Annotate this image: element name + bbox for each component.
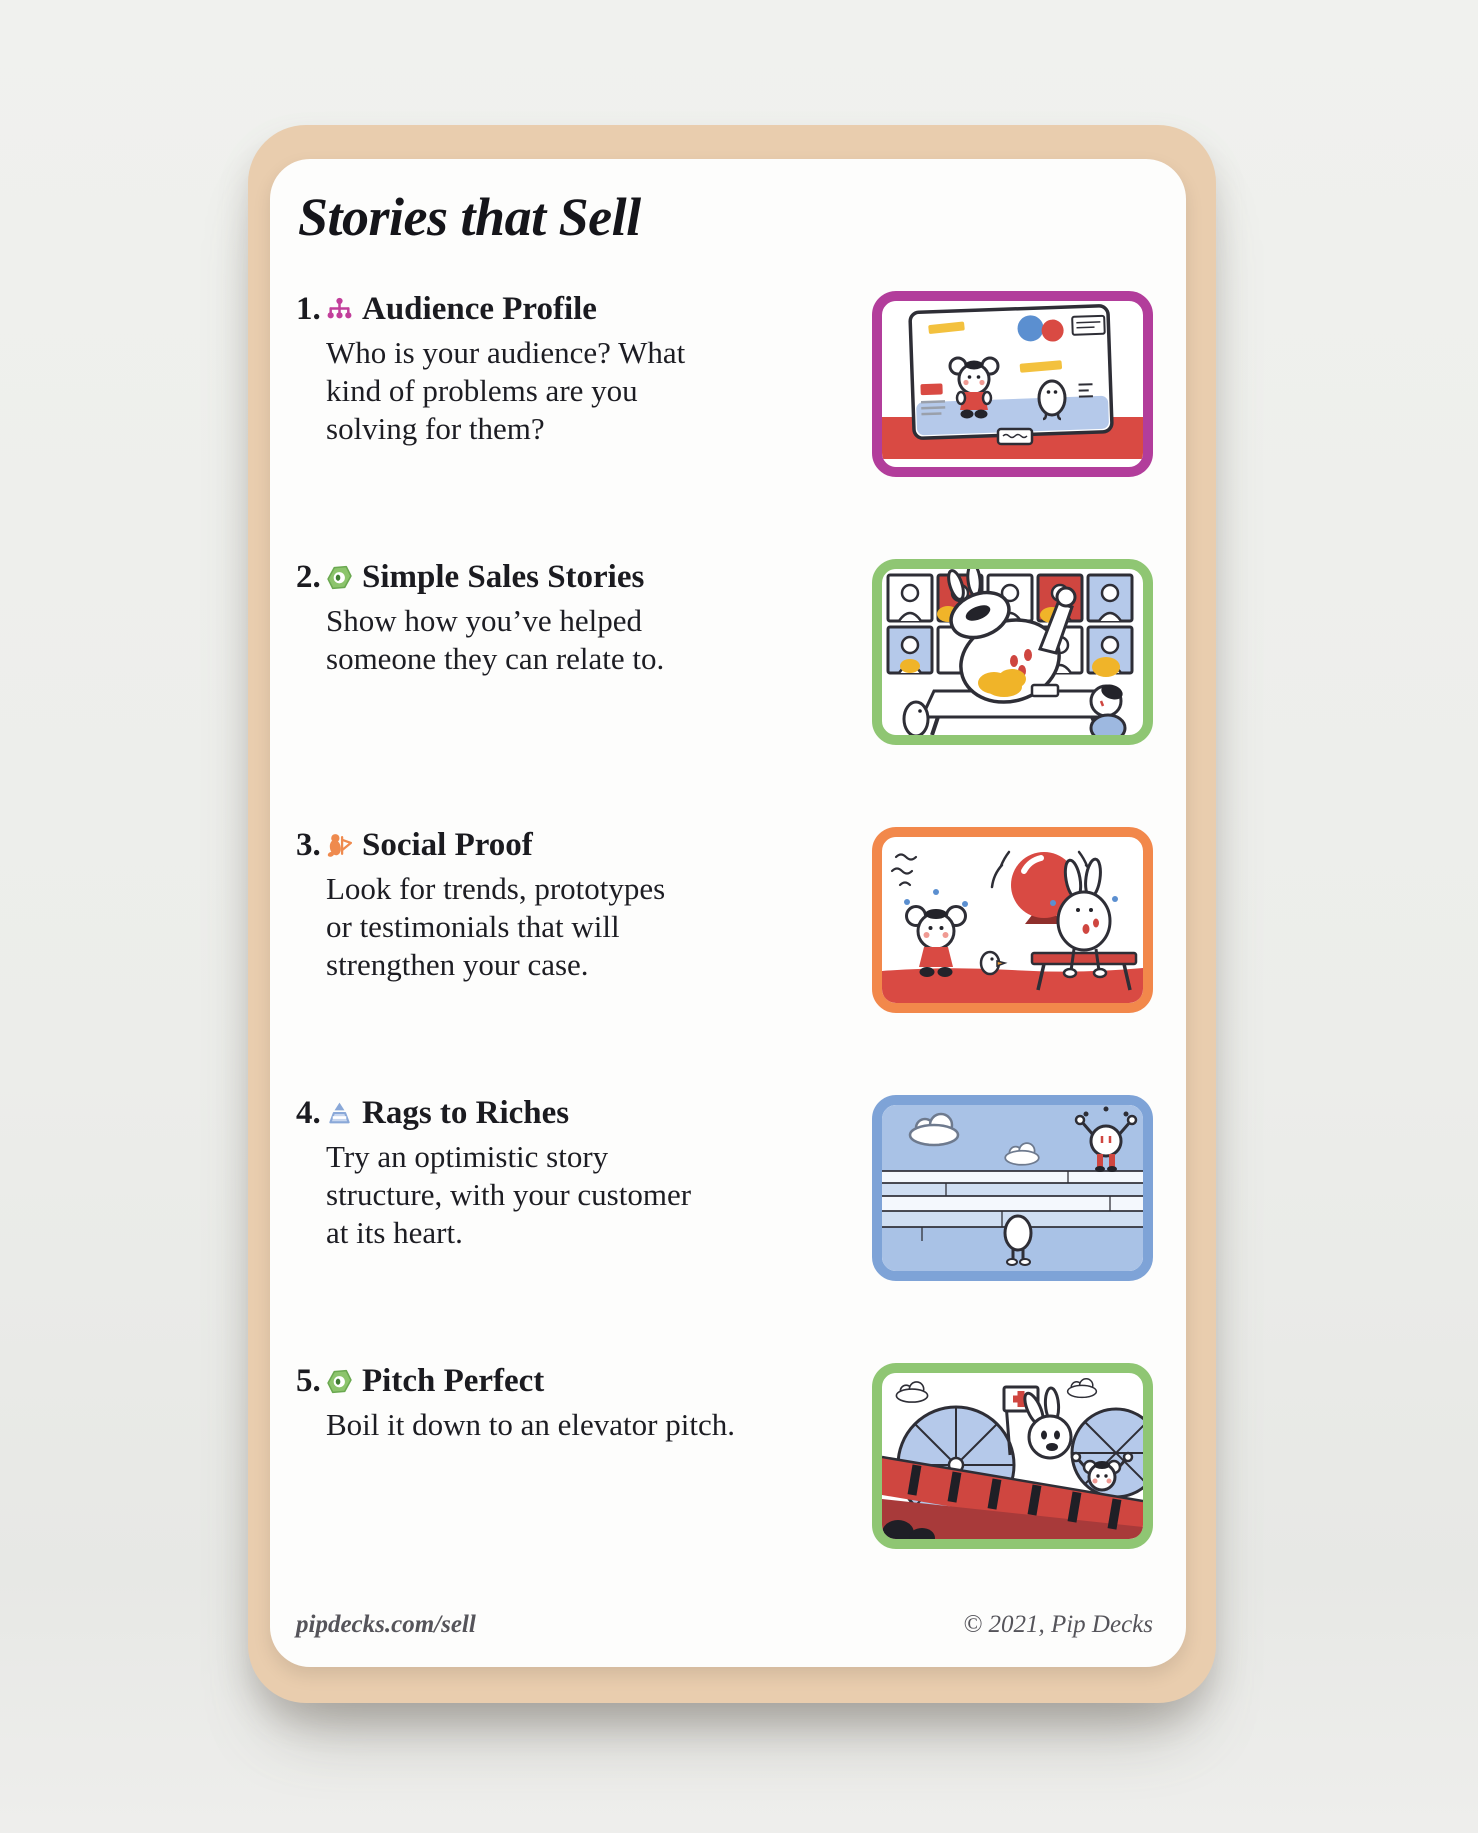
description-line: solving for them? — [326, 411, 545, 447]
description-line: structure, with your customer — [326, 1177, 692, 1213]
description-line: kind of problems are you — [326, 373, 638, 409]
page-title: Stories that Sell — [298, 187, 641, 247]
description-line: strengthen your case. — [326, 947, 589, 983]
item-heading — [296, 1363, 841, 1400]
item-thumbnail — [872, 291, 1153, 477]
item-heading — [296, 559, 841, 596]
item-list — [296, 291, 1153, 1549]
item-text-block — [296, 827, 841, 984]
description-line: someone they can relate to. — [326, 641, 665, 677]
card-footer — [296, 1611, 1153, 1639]
description-line: or testimonials that will — [326, 909, 620, 945]
description-line: Look for trends, prototypes — [326, 871, 666, 907]
item-number: 2. — [296, 559, 321, 596]
item-thumbnail — [872, 559, 1153, 745]
item-heading — [296, 291, 841, 328]
item-thumbnail — [872, 1095, 1153, 1281]
item-description — [326, 1138, 841, 1252]
item-title: Audience Profile — [362, 291, 597, 328]
item-title: Rags to Riches — [362, 1095, 570, 1132]
item-heading — [296, 827, 841, 864]
item-title: Simple Sales Stories — [362, 559, 645, 596]
rollercoaster-ride-illustration — [882, 1373, 1143, 1539]
item-text-block — [296, 291, 841, 448]
nut-icon — [326, 1368, 353, 1395]
card-url: pipdecks.com/sell — [296, 1611, 476, 1638]
video-call-audience-illustration — [882, 569, 1143, 735]
item-description — [326, 602, 841, 678]
item-number: 3. — [296, 827, 321, 864]
item-text-block — [296, 1363, 841, 1444]
sitemap-icon — [326, 296, 353, 323]
alarm-bell-characters-illustration — [882, 837, 1143, 1003]
item-title: Social Proof — [362, 827, 533, 864]
item-number: 5. — [296, 1363, 321, 1400]
description-line: Boil it down to an elevator pitch. — [326, 1407, 735, 1443]
list-item — [296, 559, 1153, 745]
list-item — [296, 1095, 1153, 1281]
list-item — [296, 1363, 1153, 1549]
item-description — [326, 870, 841, 984]
item-number: 4. — [296, 1095, 321, 1132]
item-text-block — [296, 559, 841, 678]
climbing-stairs-sky-illustration — [882, 1105, 1143, 1271]
flag-bearer-icon — [326, 832, 353, 859]
card-face — [270, 159, 1186, 1667]
description-line: Show how you’ve helped — [326, 603, 642, 639]
copyright-text: © 2021, Pip Decks — [963, 1611, 1153, 1638]
item-number: 1. — [296, 291, 321, 328]
item-text-block — [296, 1095, 841, 1252]
pyramid-icon — [326, 1100, 353, 1127]
item-description — [326, 334, 841, 448]
description-line: Try an optimistic story — [326, 1139, 609, 1175]
nut-icon — [326, 564, 353, 591]
card — [248, 125, 1216, 1703]
description-line: Who is your audience? What — [326, 335, 686, 371]
item-description — [326, 1406, 841, 1444]
item-title: Pitch Perfect — [362, 1363, 545, 1400]
item-thumbnail — [872, 1363, 1153, 1549]
list-item — [296, 827, 1153, 1013]
list-item — [296, 291, 1153, 477]
item-heading — [296, 1095, 841, 1132]
characters-at-whiteboard-illustration — [882, 301, 1143, 467]
item-thumbnail — [872, 827, 1153, 1013]
description-line: at its heart. — [326, 1215, 463, 1251]
